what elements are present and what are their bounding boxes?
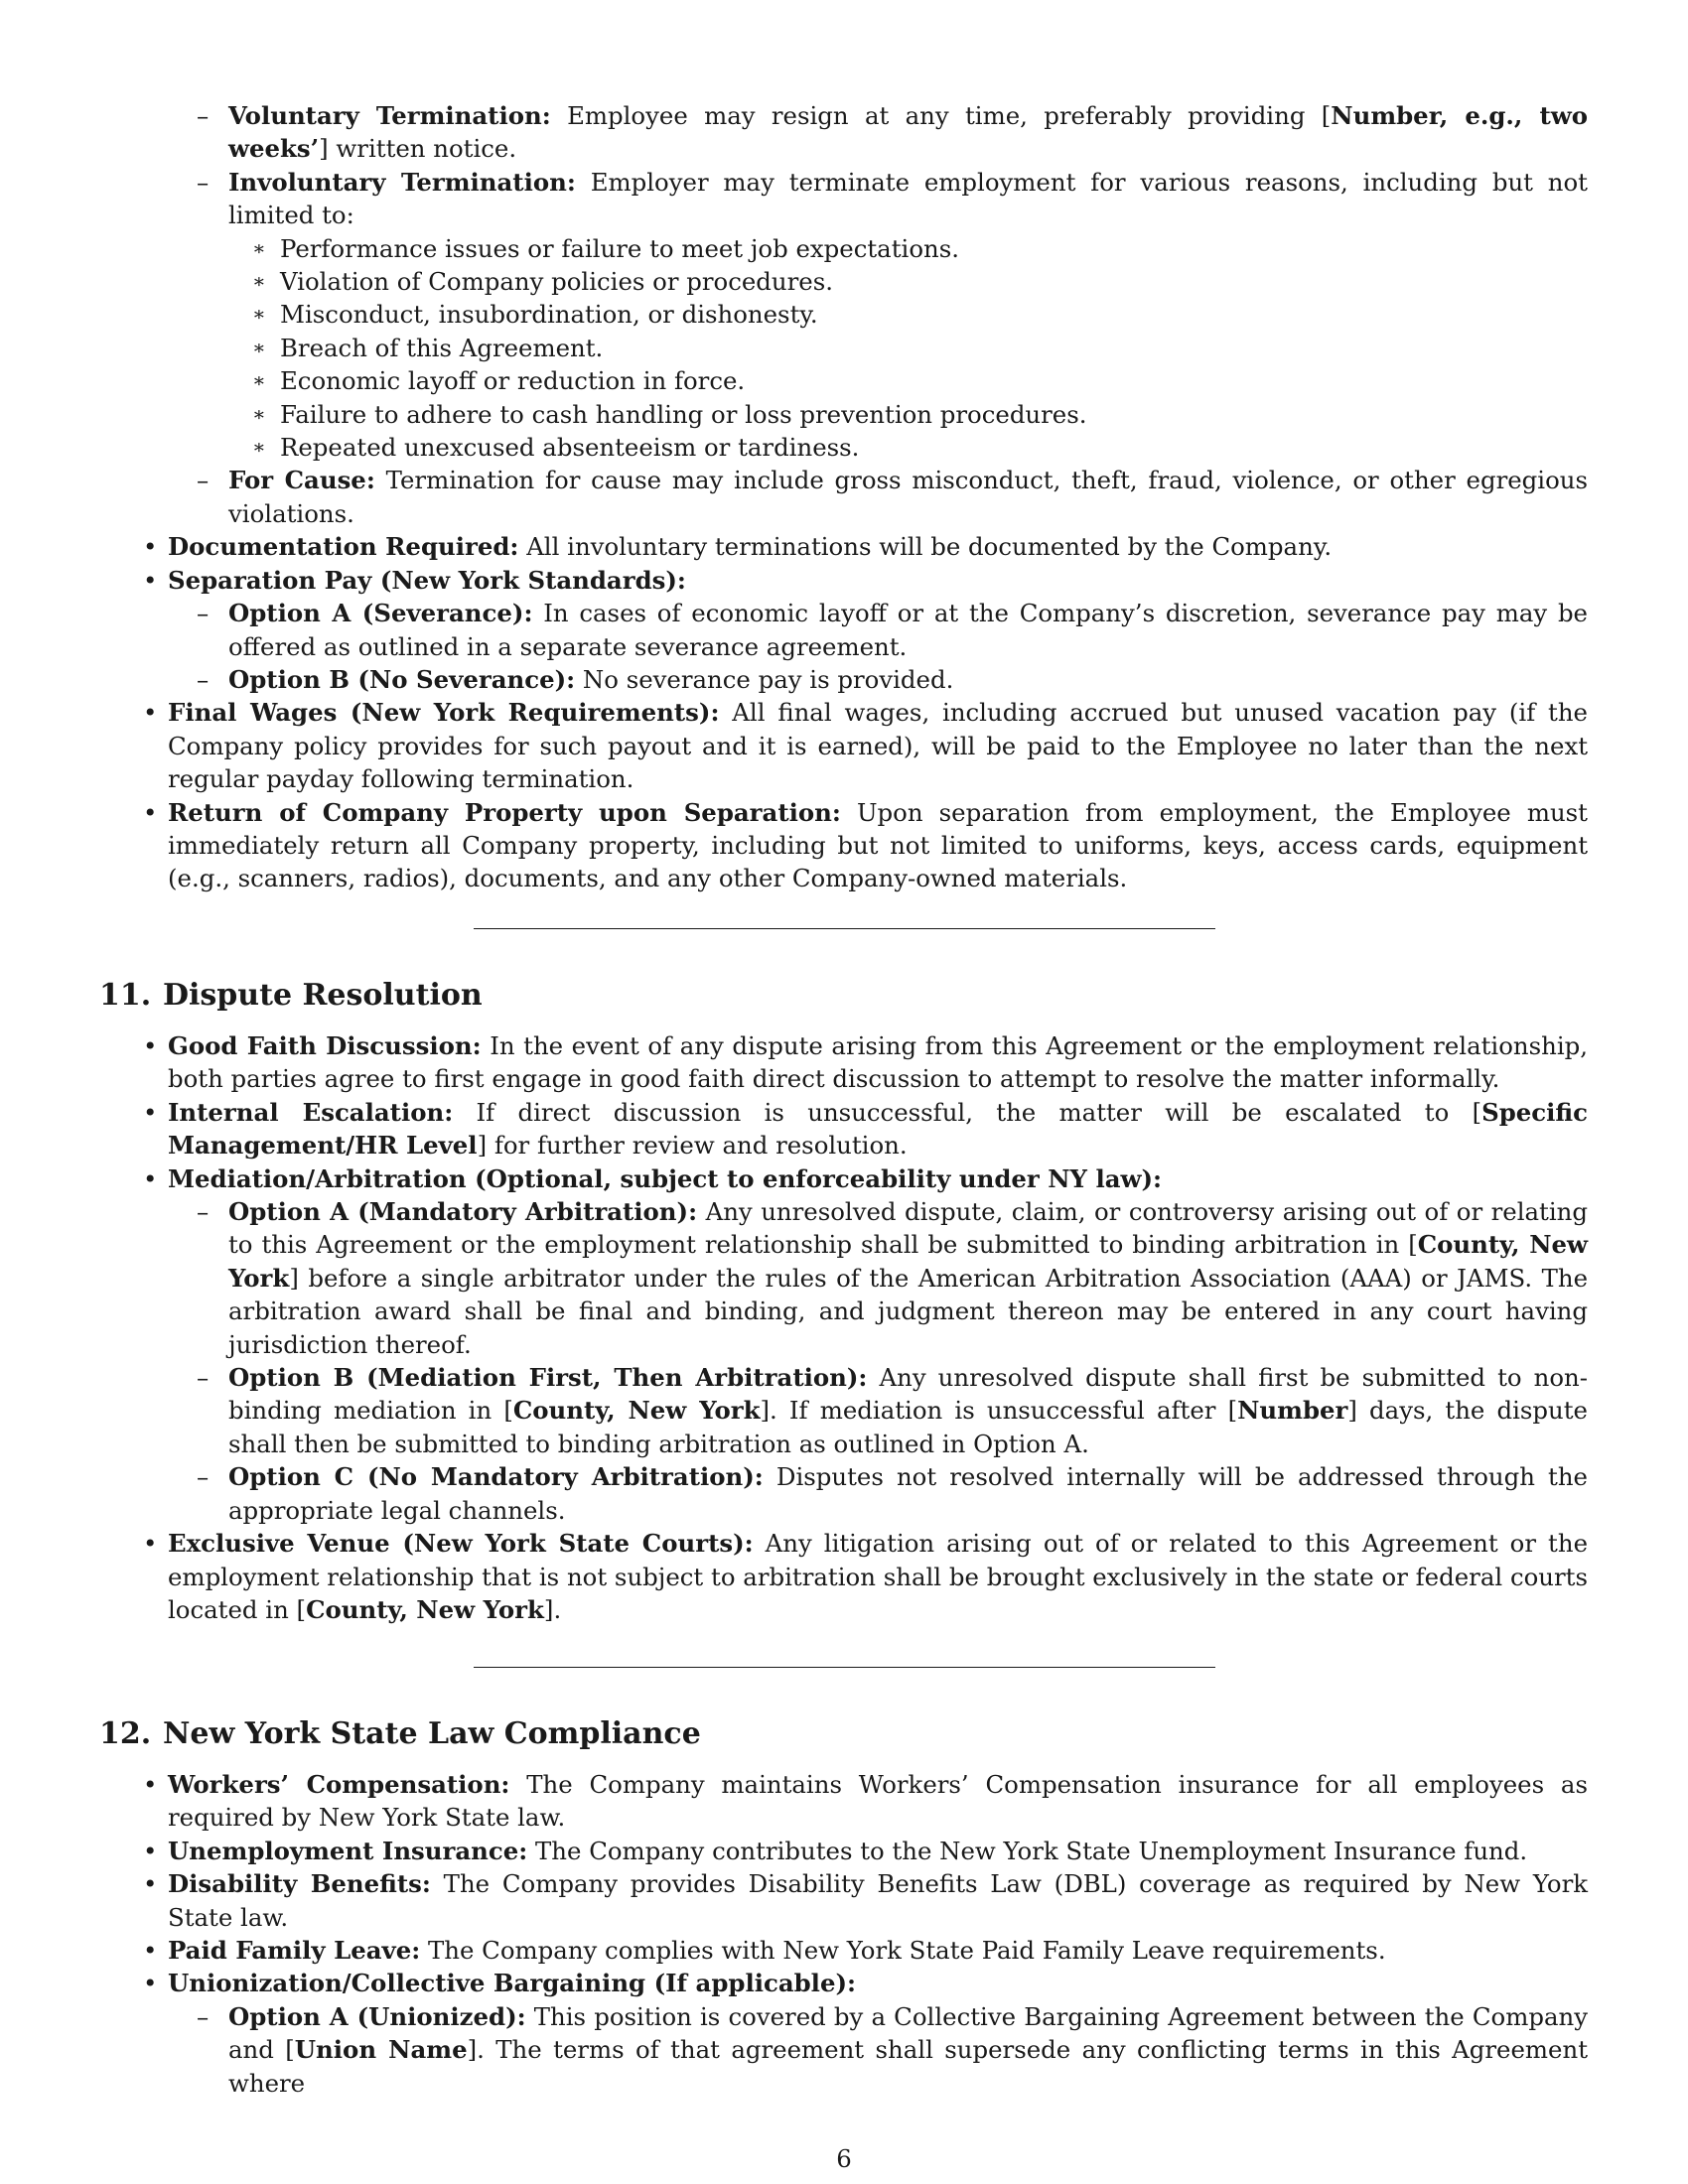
disability-item: • Disability Benefits: The Company provides Disability Benefits Law (DBL) coverage as required by New York State law. — [143, 1869, 1589, 1932]
list-item: ∗ Performance issues or failure to meet job expectations. — [252, 233, 959, 263]
arbitration-option-c: – Option C (No Mandatory Arbitration): Disputes not resolved internally will be addressed through the appropriate legal channels. — [197, 1462, 1588, 1525]
workers-comp-item: • Workers’ Compensation: The Company maintains Workers’ Compensation insurance for all employees as required by New York State law. — [143, 1770, 1588, 1833]
section-divider — [474, 1667, 1215, 1668]
list-item: ∗ Repeated unexcused absenteeism or tardiness. — [252, 433, 860, 463]
list-item: ∗ Misconduct, insubordination, or dishonesty. — [252, 300, 818, 330]
paid-family-leave-item: • Paid Family Leave: The Company complies with New York State Paid Family Leave requirements. — [143, 1936, 1386, 1966]
page-number: 6 — [836, 2144, 852, 2173]
internal-escalation-item: • Internal Escalation: If direct discussion is unsuccessful, the matter will be escalated to [Specific Management/HR Level] for further review and resolution. — [143, 1097, 1589, 1160]
return-property-item: • Return of Company Property upon Separation: Upon separation from employment, the Employee must immediately return all Company property, including but not limited to uniforms, keys, access cards, equipment (e.g., scanners, radios), documents, and any other Company-owned materials. — [143, 797, 1588, 893]
for-cause-item: – For Cause: Termination for cause may include gross misconduct, theft, fraud, violence, or other egregious violations. — [197, 466, 1588, 528]
exclusive-venue-item: • Exclusive Venue (New York State Courts): Any litigation arising out of or related to this Agreement or the employment relationship that is not subject to arbitration shall be brought exclusively in the state or federal courts located in [County, New York]. — [143, 1529, 1588, 1624]
section-11-heading: 11. Dispute Resolution — [99, 978, 483, 1013]
voluntary-termination-item: – Voluntary Termination: Employee may resign at any time, preferably providing [Number, e.g., two weeks’] written notice. — [197, 101, 1589, 164]
severance-option-b: – Option B (No Severance): No severance pay is provided. — [197, 664, 954, 694]
final-wages-item: • Final Wages (New York Requirements): All final wages, including accrued but unused vacation pay (if the Company policy provides for such payout and it is earned), will be paid to the Employee no later than the next regular payday following termination. — [143, 698, 1588, 794]
list-item: ∗ Economic layoff or reduction in force. — [252, 366, 746, 396]
separation-pay-item: • Separation Pay (New York Standards): — [143, 565, 686, 595]
section-11-body — [0, 1029, 1688, 1626]
list-item: ∗ Failure to adhere to cash handling or loss prevention procedures. — [252, 399, 1087, 429]
severance-option-a: – Option A (Severance): In cases of economic layoff or at the Company’s discretion, severance pay may be offered as outlined in a separate severance agreement. — [197, 599, 1588, 661]
union-option-a: – Option A (Unionized): This position is covered by a Collective Bargaining Agreement between the Company and [Union Name]. The terms of that agreement shall supersede any conflicting terms in this Agreement where — [197, 2001, 1588, 2098]
unemployment-item: • Unemployment Insurance: The Company contributes to the New York State Unemployment Insurance fund. — [143, 1836, 1528, 1865]
list-item: ∗ Breach of this Agreement. — [252, 333, 604, 362]
section-12-heading: 12. New York State Law Compliance — [99, 1716, 701, 1751]
section-12-body — [0, 1768, 1688, 2100]
mediation-item: • Mediation/Arbitration (Optional, subject to enforceability under NY law): — [143, 1163, 1163, 1193]
involuntary-termination-item: – Involuntary Termination: Employer may terminate employment for various reasons, including but not limited to: — [197, 167, 1588, 230]
union-item: • Unionization/Collective Bargaining (If applicable): — [143, 1969, 857, 1998]
good-faith-item: • Good Faith Discussion: In the event of any dispute arising from this Agreement or the employment relationship, both parties agree to first engage in good faith direct discussion to attempt to resolve the matter informally. — [143, 1031, 1589, 1094]
termination-continued — [0, 99, 1688, 895]
arbitration-option-b: – Option B (Mediation First, Then Arbitration): Any unresolved dispute shall first be submitted to non-binding mediation in [County, New York]. If mediation is unsuccessful after [Number] days, the dispute shall then be submitted to binding arbitration as outlined in Option A. — [197, 1363, 1588, 1458]
list-item: ∗ Violation of Company policies or procedures. — [252, 267, 833, 297]
section-divider — [474, 928, 1215, 929]
documentation-item: • Documentation Required: All involuntary terminations will be documented by the Company. — [143, 532, 1333, 562]
arbitration-option-a: – Option A (Mandatory Arbitration): Any unresolved dispute, claim, or controversy arising out of or relating to this Agreement or the employment relationship shall be submitted to binding arbitration in [County, New York] before a single arbitrator under the rules of the American Arbitration Association (AAA) or JAMS. The arbitration award shall be final and binding, and judgment thereon may be entered in any court having jurisdiction thereof. — [197, 1197, 1589, 1359]
